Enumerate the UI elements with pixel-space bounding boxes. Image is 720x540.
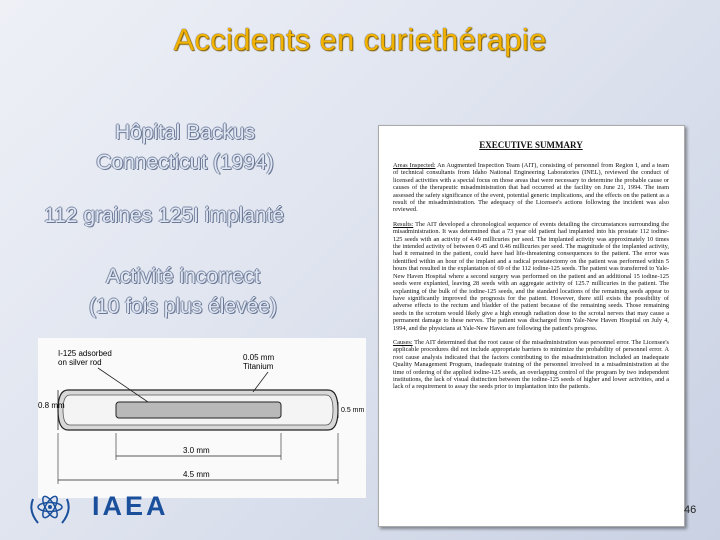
paragraph-body: The AIT developed a chronological sequence of events detailing the circumstances surrounding the misadministration. It was determined that a 73 year old patient had implanted into his prostate 112 iodine-125 seeds with an activity of 4.49 millicuries per seed. The implanted activity was approximately 10 times the intended activity of between 0.45 and 0.46 millicuries per seed. The magnitude of the implanted activity, had it remained in the patient, could have had life-threatening consequences to the patient. The error was identified within an hour of the implant and a radical prostatectomy on the patient was performed within 5 hours that resulted in the explantation of 69 of the 112 iodine-125 seeds. The patient was transferred to Yale-New Haven Hospital where a second surgery was performed on the patient and an additional 15 iodine-125 seeds were explanted, leaving 28 seeds with an aggregate activity of 125.7 millicuries in the patient. The explanting of the bulk of the iodine-125 seeds, and the standard locations of the remaining seeds appear to have significantly improved the prognosis for the patient. However, there still exists the possibility of adverse effects to the rectum and bladder of the patient because of the remaining seeds. Those remaining seeds in the scrotum would likely give a high enough radiation dose to the scrotal nerves that may cause a permanent damage to these nerves. The patient was discharged from Yale-New Haven Hospital on July 4, 1994, and the physicians at Yale-New Haven are following the patient's progress.: [393, 220, 669, 332]
label-source-2: on silver rod: [58, 358, 102, 367]
paragraph-areas-inspected: [393, 162, 669, 214]
silver-rod: [116, 402, 281, 418]
grains-text: 112 graines 125I implanté: [44, 204, 285, 227]
paragraph-lead: Causes:: [393, 338, 413, 346]
paragraph-results: [393, 221, 669, 332]
label-titanium-2: Titanium: [243, 362, 274, 371]
label-diameter: 0.8 mm: [38, 401, 65, 410]
executive-summary-document: [378, 125, 685, 527]
label-source: I-125 adsorbed: [58, 349, 112, 358]
paragraph-body: The AIT determined that the root cause of the misadministration was personnel error. The Licensee's applicable procedures did not include appropriate barriers to minimize the probability of personnel error. A root cause analysis indicated that the factors contributing to the misadministration included an inadequate Quality Management Program, inadequate training of the personnel involved in a misadministration at the time of ordering of the applied iodine-125 seeds, an overlapping control of the program by two independent institutions, the lack of visual distinction between the iodine-125 seeds of higher and lower activities, and a lack of a requirement to assay the seeds prior to implantation into the patients.: [393, 338, 669, 391]
paragraph-causes: [393, 339, 669, 391]
activity-line-2: (10 fois plus élevée): [89, 295, 277, 318]
page-number: 46: [684, 504, 697, 516]
label-rod-length: 3.0 mm: [183, 446, 210, 455]
label-titanium: 0.05 mm: [243, 353, 275, 362]
label-total-length: 4.5 mm: [183, 470, 210, 479]
atom-laurel-icon: [31, 494, 68, 523]
seed-diagram: [38, 338, 366, 498]
document-heading: EXECUTIVE SUMMARY: [479, 140, 583, 150]
paragraph-body: An Augmented Inspection Team (AIT), consisting of personnel from Region I, and a team of technical consultants from Idaho National Engineering Laboratories (INEL), reviewed the conduct of licensed activities with a special focus on those areas that were necessary to determine the probable cause or causes of the therapeutic misadministration that had occurred at the facility on June 21, 1994. The team assessed the safety significance of the event, potential generic implications, and the effects on the patient as a result of the misadministration. The adequacy of the Licensee's actions following the incident was also reviewed.: [393, 162, 669, 214]
activity-text: [48, 262, 318, 322]
paragraph-lead: Areas Inspected:: [393, 162, 436, 169]
slide-title: Accidents en curiethérapie: [173, 22, 547, 57]
hospital-line-2: Connecticut (1994): [96, 151, 274, 174]
label-inner: 0.5 mm: [341, 407, 365, 414]
activity-line-1: Activité incorrect: [105, 265, 261, 288]
hospital-text: [70, 118, 300, 178]
iaea-logo-text: IAEA: [92, 491, 169, 521]
paragraph-lead: Results:: [393, 220, 414, 228]
hospital-line-1: Hôpital Backus: [114, 121, 256, 144]
